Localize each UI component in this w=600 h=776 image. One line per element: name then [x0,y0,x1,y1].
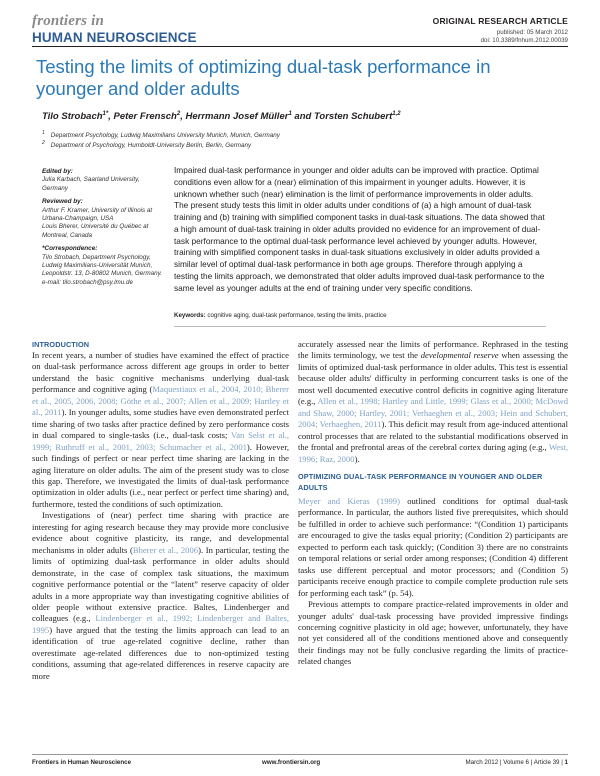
paragraph: Previous attempts to compare practice-related improvements in older and younger adults' dual-task processing have provided impressive findings concerning cognitive plasticity in old age; however, unfortunately, they have not yet considered all of the conditions mentioned above and consequently their findings may not be fully conclusive regarding the limits of practice-related changes [298,599,568,667]
section-heading: OPTIMIZING DUAL-TASK PERFORMANCE IN YOUNGER AND OLDER ADULTS [298,471,543,492]
author-name: Torsten Schubert [313,111,393,123]
doi: doi: 10.3389/fnhum.2012.00039 [480,37,568,44]
author-affiliation-mark: 1,2 [392,111,401,117]
paragraph: In recent years, a number of studies have examined the effect of practice on dual-task performance across different age groups in order to better understand the basic cognitive mechanisms underlying dual-task performance and cognitive aging (Maquestiaux et al., 2004, 2010; Bherer et al., 2005, 2006, 2008; Göthe et al., 2007; Allen et al., 2009; Hartley et al., 2011). In younger adults, some studies have even demonstrated perfect time sharing of two tasks after practice defined by zero performance costs in dual compared to single-tasks (i.e., dual-task costs; Van Selst et al., 1999; Ruthruff et al., 2001, 2003; Schumacher et al., 2001). However, such findings of perfect or near perfect time sharing are lacking in the aging literature on older adults. The aim of the present study was to close this gap. Therefore, we investigated the limits of dual-task performance optimization in older adults (i.e., near perfect or perfect time sharing) and, furthermore, tested the conditions of such optimization. [32,350,290,509]
article-type: ORIGINAL RESEARCH ARTICLE [432,16,568,26]
paragraph: accurately assessed near the limits of performance. Rephrased in the testing the limits terminology, we test the developmental reserve when assessing the limits of optimized dual-task performance in older adults. This test is essential because older adults' difficulty in performing concurrent tasks is one of the most well documented executive control deficits in cognitive aging literature (e.g., Allen et al., 1998; Hartley and Little, 1999; Glass et al., 2000; McDowd and Shaw, 2000; Hartley, 2001; Verhaeghen et al., 2003; Hein and Schubert, 2004; Verhaeghen, 2011). This deficit may result from age-induced attentional control processes that are related to the substantial modifications observed in the frontal and prefrontal areas of the cerebral cortex during aging (e.g., West, 1996; Raz, 2000). [298,339,569,464]
citation-link[interactable]: Meyer and Kieras (1999) [298,495,400,506]
author-affiliation-mark: 2 [176,111,181,117]
footer-url[interactable]: www.frontiersin.org [262,759,321,766]
emphasis: developmental reserve [420,350,499,361]
header-rule [32,46,568,47]
citation-link[interactable]: Allen et al., 1998; Hartley and Little, 1999; Glass et al., 2000; McDowd and Shaw, 2000; Hartley, 2001; Verhaeghen et al., 2003; Hein and Schubert, 2004; Verhaeghen, 2011 [298,396,569,430]
published-date: published: 05 March 2012 [496,29,568,36]
citation-link[interactable]: West, 1996; Raz, 2000 [298,442,568,464]
abstract-rule [174,326,546,327]
intro-heading: INTRODUCTION [32,340,90,349]
footer-journal: Frontiers in Human Neuroscience [32,759,132,766]
footer-issue: March 2012 | Volume 6 | Article 39 | 1 [465,759,568,766]
abstract: Impaired dual-task performance in younger and older adults can be improved with practice. Optimal conditions even allow for a (near) elimination of this impairment in younger adults. However, it is unknown whether such (near) elimination is the limit of performance improvements in older adults. The present study tests this limit in older adults under conditions of (a) a high amount of dual-task training and (b) training with simplified component tasks in dual-task situations. The data showed that a high amount of dual-task training in older adults provided no evidence for an improvement of dual-task performance to the optimal dual-task performance level achieved by younger adults. However, training with simplified component tasks in dual-task situations exclusively in older adults provided a similar level of optimal dual-task performance in both age groups. Therefore through applying a testing the limits approach, we demonstrated that older adults improved dual-task performance to the same level as younger adults at the end of training under very specific conditions. [174,165,545,293]
journal-logo-bottom: HUMAN NEUROSCIENCE [32,30,197,45]
citation-link[interactable]: Van Selst et al., 1999; Ruthruff et al., 2001, 2003; Schumacher et al., 2001 [32,430,289,452]
author-affiliation-mark: 1 [288,111,292,117]
author-name: Herrmann Josef Müller [185,111,289,123]
author-name: Tilo Strobach [42,111,103,123]
footer-rule [32,754,568,755]
reviewers: Arthur F. Kramer, University of Illinois at Urbana-Champaign, USA Louis Bherer, Université du Québec at Montreal, Canada [42,206,153,239]
paragraph: Meyer and Kieras (1999) outlined conditions for optimal dual-task performance. In particular, the authors listed five prerequisites, which should be fulfilled in order to achieve such performance: “(Condition 1) participants are encouraged to give the tasks equal priority; (Condition 2) participants are expected to perform each task quickly; (Condition 3) there are no constraints on temporal relations or serial order among responses; (Condition 4) different tasks use different perceptual and motor processors; and (Condition 5) participants receive enough practice to compile complete production rule sets for performing each task” (p. 54). [298,495,568,598]
author-list: Tilo Strobach$^{1*}$, Peter Frensch$^2$, Herrmann Josef Müller$^1$ and Torsten Schubert$^{1,2}$ [42,111,401,123]
body-column-2 [298,339,568,668]
body-column-1 [32,350,289,682]
affiliation-1: $^1$ Department Psychology, Ludwig Maximilians University Munich, Munich, Germany [42,130,280,140]
keywords: Keywords: cognitive aging, dual-task performance, testing the limits, practice [174,312,387,319]
editor-info: Edited by: Julia Karbach, Saarland University, Germany Reviewed by: Arthur F. Kramer, University of Illinois at Urbana-Champaign, USA Louis Bherer, Université du Québec at Montreal, Canada *Correspondence: Tilo Strobach, Department Psychology, Ludwig Maximilians-Universität Munich, Leopoldstr. 13, D-80802 Munich, Germany. e-mail: tilo.strobach@psy.lmu.de [42,168,167,292]
affiliation-2: $^2$ Department of Psychology, Humboldt-University Berlin, Berlin, Germany [42,140,252,150]
journal-logo-top: frontiers in [32,13,105,29]
paragraph: Investigations of (near) perfect time sharing with practice are interesting for aging research because they may provide more conclusive evidence about cognitive plasticity, its range, and developmental mechanisms in older adults (Bherer et al., 2006). In particular, testing the limits of optimizing dual-task performance in older adults should demonstrate, in the case of complex task situations, the maximum cognitive performance potential or the “latent” reserve capacity of older adults in a more appropriate way than investigating cognitive abilities of older people without extensive practice. Baltes, Lindenberger and colleagues (e.g., Lindenberger et al., 1992; Lindenberger and Baltes, 1995) have argued that the testing the limits approach can lead to an identification of true age-related cognitive decline, rather than overestimate age-related differences due to non-optimized testing conditions, assuming that age-related differences in reserve capacity are more [32,510,290,681]
author-name: Peter Frensch [113,111,177,123]
citation-link[interactable]: Maquestiaux et al., 2004, 2010; Bherer et al., 2005, 2006, 2008; Göthe et al., 2007; Allen et al., 2009; Hartley et al., 2011 [32,384,289,418]
author-affiliation-mark: 1* [102,111,109,117]
citation-link[interactable]: Bherer et al., 2006 [132,544,199,555]
article-title: Testing the limits of optimizing dual-task performance in younger and older adults [36,56,491,99]
citation-link[interactable]: Lindenberger et al., 1992; Lindenberger and Baltes, 1995 [32,613,290,635]
correspondence: Tilo Strobach, Department Psychology, Ludwig Maximilians-Universität Munich, Leopoldstr. 13, D-80802 Munich, Germany. e-mail: tilo.strobach@psy.lmu.de [42,253,163,286]
